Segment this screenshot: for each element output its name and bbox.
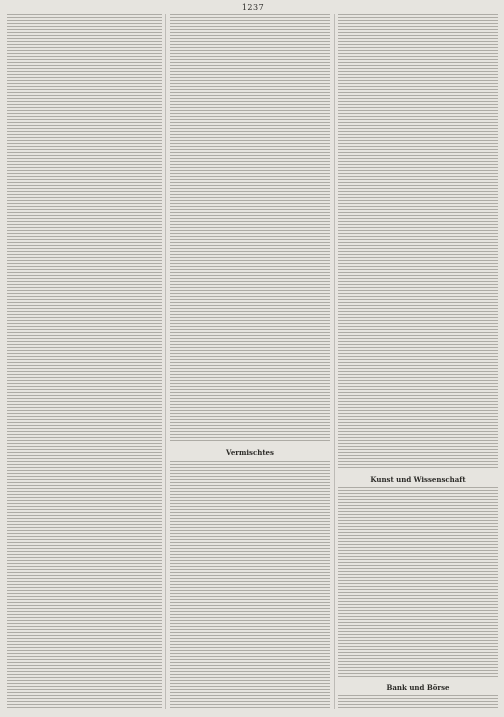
section-heading-bank: Bank und Börse: [386, 683, 450, 692]
column-text: [170, 461, 330, 709]
column-text: [7, 14, 162, 709]
section-heading-vermischtes: Vermischtes: [226, 448, 274, 457]
column-left: [7, 14, 162, 709]
column-text: [338, 695, 498, 709]
column-text: [338, 14, 498, 469]
column-text: [170, 14, 330, 441]
column-text: [338, 487, 498, 677]
column-divider: [334, 14, 335, 709]
column-middle: [170, 14, 330, 709]
column-right: [338, 14, 498, 709]
section-heading-kunst: Kunst und Wissenschaft: [370, 475, 466, 484]
page-number: 1237: [241, 3, 265, 12]
column-divider: [165, 14, 166, 709]
